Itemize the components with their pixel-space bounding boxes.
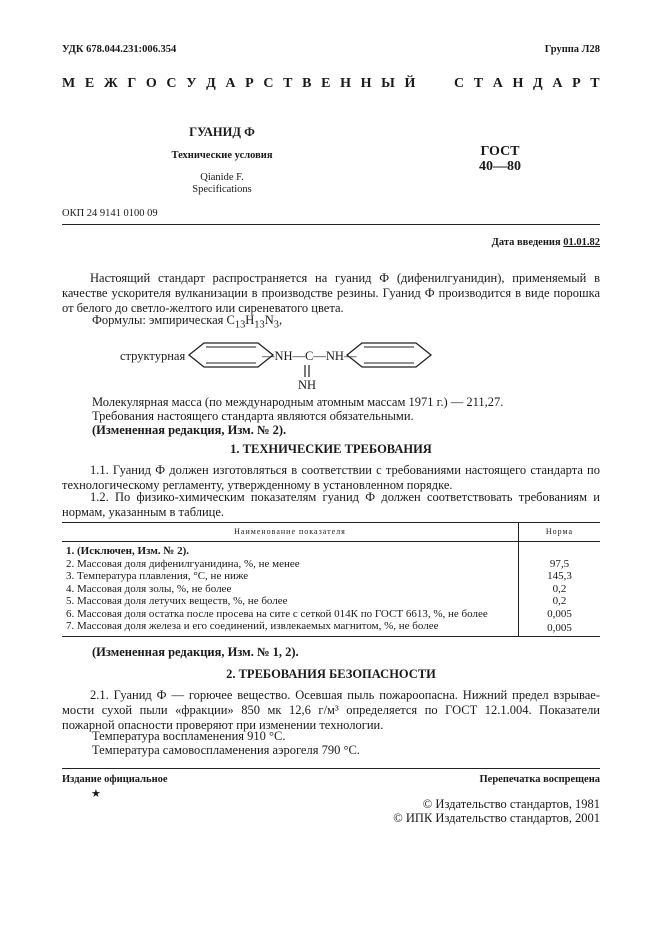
document-subtitle: Технические условия: [171, 150, 273, 161]
self-ignition-temperature: Температура самовоспламенения аэрогеля 790 °С.: [92, 743, 360, 757]
gost-number: 40—80: [479, 159, 521, 174]
table-row: [62, 583, 600, 596]
group-code: Группа Л28: [544, 44, 600, 55]
row-norm: 145,3: [547, 570, 572, 582]
table-row: [62, 608, 600, 621]
row-norm: 97,5: [549, 557, 570, 570]
banner-letter: Ы: [381, 76, 395, 91]
column-header-name: Наименование показателя: [62, 523, 519, 542]
intro-paragraph: Настоящий стандарт распространяется на гуанид Ф (дифенилгуанидин), применяемый в качестве ускорителя вулканизации в производстве резины. Гуанид Ф производится в виде порошка от белого до светло-желтого или сиреневатого цвета.: [62, 271, 600, 315]
row-norm: 0,2: [552, 582, 567, 595]
table-row: [62, 542, 600, 558]
banner-letter: Д: [206, 76, 216, 91]
structural-chain: —NH—C—NH—: [262, 349, 357, 363]
udk-code: УДК 678.044.231:006.354: [62, 44, 177, 55]
official-edition: Издание официальное: [62, 774, 168, 785]
copyright-1981: © Издательство стандартов, 1981: [422, 797, 600, 811]
banner-letter: Ж: [103, 76, 118, 91]
benzene-ring-right-icon: [344, 340, 434, 370]
banner-letter: О: [145, 76, 157, 91]
norms-table: [62, 522, 600, 637]
row-norm: 0,005: [547, 607, 572, 620]
section-heading: 1. ТЕХНИЧЕСКИЕ ТРЕБОВАНИЯ: [230, 442, 432, 456]
table-row: [62, 570, 600, 583]
english-title: Qianide F.: [200, 172, 244, 183]
banner-letter: Н: [512, 76, 524, 91]
structural-label: структурная: [120, 349, 186, 363]
column-header-norm: Норма: [519, 523, 601, 542]
table-header-row: [62, 523, 600, 542]
banner-letter: Е: [84, 76, 95, 91]
english-subtitle: Specifications: [192, 184, 252, 195]
banner-letter: Н: [360, 76, 372, 91]
edit-note: (Измененная редакция, Изм. № 1, 2).: [92, 645, 299, 659]
banner-letter: Н: [340, 76, 351, 91]
ignition-temperature: Температура воспламенения 910 °С.: [92, 729, 286, 743]
edit-note: (Измененная редакция, Изм. № 2).: [92, 423, 287, 437]
row-name: 7. Массовая доля железа и его соединений, извлекаемых магнитом, %, не более: [62, 620, 519, 636]
mandatory-note: Требования настоящего стандарта являются обязательными.: [92, 409, 414, 423]
row-name: 3. Температура плавления, °С, не ниже: [62, 570, 519, 583]
banner-letter: Т: [590, 76, 600, 91]
formula-end: ,: [278, 313, 283, 327]
section-heading: 2. ТРЕБОВАНИЯ БЕЗОПАСНОСТИ: [226, 667, 436, 681]
interstate-standard-banner: [62, 76, 600, 92]
formula-sub: 13: [254, 319, 265, 331]
banner-letter: В: [302, 76, 312, 91]
row-norm: 0,005: [519, 620, 601, 636]
banner-letter: Р: [572, 76, 581, 91]
divider: [62, 224, 600, 225]
document-title: ГУАНИД Ф: [189, 125, 255, 139]
introduction-date: [492, 237, 600, 248]
banner-letter: М: [62, 76, 76, 91]
gost-label: ГОСТ: [480, 144, 520, 159]
row-norm: 0,2: [552, 595, 567, 607]
row-name: 5. Массовая доля летучих веществ, %, не более: [62, 595, 519, 608]
okp-code: ОКП 24 9141 0100 09: [62, 208, 158, 219]
row-name: 2. Массовая доля дифенилгуанидина, %, не менее: [62, 558, 519, 571]
banner-letter: Т: [473, 76, 484, 91]
banner-letter: Й: [404, 76, 416, 91]
banner-letter: А: [552, 76, 563, 91]
paragraph-1-2: 1.2. По физико-химическим показателям гуанид Ф должен соответствовать требованиям и нормам, указанным в таблице.: [62, 490, 600, 519]
double-bond-icon: [302, 364, 312, 378]
banner-letter: А: [225, 76, 236, 91]
row-name: 4. Массовая доля золы, %, не более: [62, 583, 519, 596]
row-norm: [519, 542, 601, 558]
date-label: Дата введения: [491, 237, 561, 248]
formula-letter: H: [245, 313, 255, 327]
banner-letter: С: [166, 76, 177, 91]
molecular-mass: Молекулярная масса (по международным атомным массам 1971 г.) — 211,27.: [92, 395, 504, 409]
banner-letter: Т: [283, 76, 293, 91]
banner-letter: Е: [321, 76, 331, 91]
formula-sub: 13: [234, 319, 246, 331]
empirical-formula: [92, 313, 282, 333]
formula-label: Формулы: эмпирическая C: [92, 313, 235, 327]
banner-letter: С: [453, 76, 465, 91]
banner-letter: С: [263, 76, 274, 91]
formula-sub: 3: [273, 319, 279, 331]
row-name: 6. Массовая доля остатка после просева на сите с сеткой 014К по ГОСТ 6613, %, не более: [62, 608, 519, 621]
imine-group: NH: [298, 378, 317, 392]
copyright-2001: © ИПК Издательство стандартов, 2001: [393, 811, 600, 825]
banner-letter: У: [186, 76, 197, 91]
banner-letter: А: [492, 76, 503, 91]
banner-letter: Г: [127, 76, 137, 91]
banner-letter: Р: [245, 76, 254, 91]
banner-letter: Д: [533, 76, 543, 91]
table-row: [62, 558, 600, 571]
reprint-prohibited: Перепечатка воспрещена: [479, 774, 600, 785]
date-value: 01.01.82: [563, 237, 600, 248]
formula-letter: N: [264, 313, 274, 327]
paragraph-1-1: 1.1. Гуанид Ф должен изготовляться в соответствии с требованиями настоящего стандарта по технологическому регламенту, утвержденному в установленном порядке.: [62, 463, 600, 492]
star-icon: ★: [91, 788, 101, 800]
footer-divider: [62, 768, 600, 769]
table-row: [62, 595, 600, 608]
row-name: 1. (Исключен, Изм. № 2).: [62, 542, 519, 558]
table-row: [62, 620, 600, 636]
paragraph-2-1: 2.1. Гуанид Ф — горючее вещество. Осевшая пыль пожароопасна. Нижний предел взрываемости сухой пыли «фракции» 850 мк 12,6 г/м³ определяется по ГОСТ 12.1.004. Показатели пожарной опасности проверяют при изменении технологии.: [62, 688, 600, 732]
